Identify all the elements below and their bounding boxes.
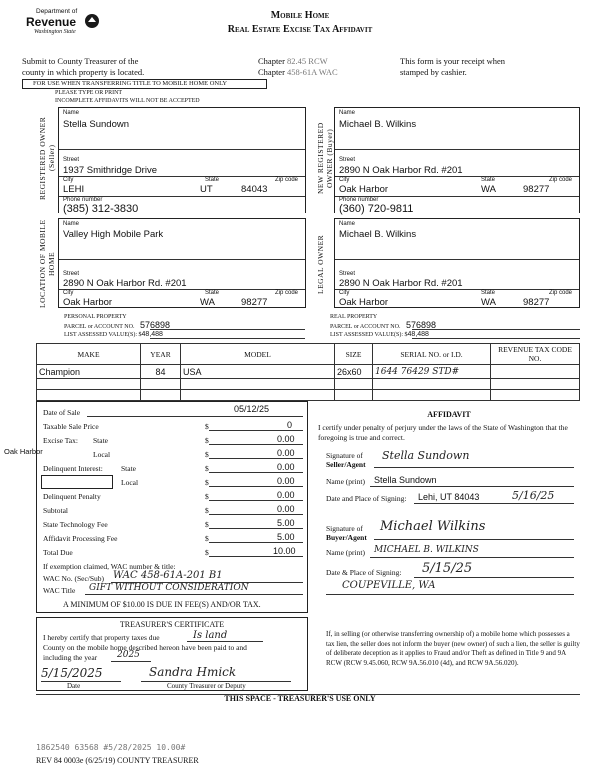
wac-title: GIFT WITHOUT CONSIDERATION <box>89 583 249 593</box>
legal-zip: 98277 <box>523 297 550 308</box>
tax-box <box>36 401 308 613</box>
form-title-line1: Mobile Home <box>270 10 330 21</box>
receipt-line1: This form is your receipt when <box>400 56 506 66</box>
use-when-text: FOR USE WHEN TRANSFERRING TITLE TO MOBILE HOME ONLY <box>33 80 228 87</box>
legal-city-label: City <box>339 290 350 296</box>
seller-street-label: Street <box>63 157 80 163</box>
buyer-block <box>334 107 580 213</box>
subtotal: 0.00 <box>277 504 295 514</box>
parcel-right-number: 576898 <box>405 320 437 330</box>
wac-title-label: WAC Title <box>43 586 76 595</box>
delinquent-interest-label: Delinquent Interest: <box>43 464 103 473</box>
treasurer-certificate <box>36 617 308 691</box>
buyer-city-label: City <box>339 177 350 183</box>
processing-fee: 5.00 <box>277 532 295 542</box>
buyer-state-label: State <box>481 177 496 183</box>
seller-city: LEHI <box>63 184 85 195</box>
buyer-signature: Michael Wilkins <box>380 519 486 534</box>
dollar-sign: $ <box>205 422 209 431</box>
tech-fee: 5.00 <box>277 518 295 528</box>
cell-revenue-code <box>491 365 580 379</box>
county-input-box[interactable] <box>41 475 113 489</box>
location-city-label: City <box>63 290 74 296</box>
dollar-sign: $ <box>205 534 209 543</box>
buyer-phone: (360) 720-9811 <box>339 203 414 215</box>
dollar-sign: $ <box>205 492 209 501</box>
buyer-phone-label: Phone number <box>339 197 379 203</box>
delinquent-penalty: 0.00 <box>277 490 295 500</box>
excise-state-label: State <box>93 436 108 445</box>
location-label: LOCATION OF MOBILE HOME <box>38 219 56 309</box>
taxable-price: 0 <box>287 420 293 430</box>
col-make: MAKE <box>37 344 141 365</box>
location-street: 2890 N Oak Harbor Rd. #201 <box>63 278 187 289</box>
seller-zip-label: Zip code <box>275 177 299 183</box>
wac-no: WAC 458-61A-201 B1 <box>113 570 223 581</box>
seller-name-print: Stella Sundown <box>374 475 437 485</box>
excise-local-label: Local <box>93 450 111 459</box>
treasurer-date-label: Date <box>67 682 81 690</box>
parcel-left-assessed: 48,488 <box>141 331 163 338</box>
buyer-name-label: Name <box>339 110 356 116</box>
legal-name-label: Name <box>339 221 356 227</box>
cell-size: 26x60 <box>335 365 373 379</box>
legal-zip-label: Zip code <box>549 290 573 296</box>
form-title-line2: Real Estate Excise Tax Affidavit <box>227 24 373 35</box>
chapter1-ref: 82.45 RCW <box>287 56 328 66</box>
parcel-left-number: 576898 <box>139 320 171 330</box>
incomplete-note: INCOMPLETE AFFIDAVITS WILL NOT BE ACCEPTED <box>55 98 200 104</box>
legal-name: Michael B. Wilkins <box>339 229 417 240</box>
dollar-sign: $ <box>205 464 209 473</box>
seller-state-label: State <box>205 177 220 183</box>
total-due-label: Total Due <box>43 548 73 557</box>
parcel-right-label: PARCEL or ACCOUNT NO. <box>330 324 401 330</box>
fraud-notice-text: If, in selling (or otherwise transferring ownership of) a mobile home which possesses a tax lien, the seller does not inform the buyer (new owner) of such a lien, the seller is guilty of deliberate deception as it applies to Fraud and/or Theft as defined in Title 9 and 9A RCW (RCW 9.45.060, RCW 9A.56.010 (4d), and RCW 9A.56.020). <box>326 630 580 667</box>
wac-no-label: WAC No. (Sec/Sub) <box>43 574 105 583</box>
chapter2-ref: 458-61A WAC <box>287 67 338 77</box>
dollar-sign: $ <box>205 520 209 529</box>
buyer-zip-label: Zip code <box>549 177 573 183</box>
dept-line2: Revenue <box>26 15 77 29</box>
taxable-price-label: Taxable Sale Price <box>43 422 99 431</box>
buyer-city: Oak Harbor <box>339 184 389 195</box>
table-row <box>37 365 580 379</box>
seller-sig-label <box>326 451 366 469</box>
dor-logo-icon <box>84 13 100 29</box>
seller-sig-label1: Signature of <box>326 451 363 460</box>
cell-make: Champion <box>37 365 141 379</box>
use-when-banner <box>22 79 267 89</box>
location-zip: 98277 <box>241 297 268 308</box>
form-footer: REV 84 0003e (6/25/19) COUNTY TREASURER <box>36 756 199 765</box>
seller-signature: Stella Sundown <box>382 449 470 462</box>
cell-model: USA <box>181 365 335 379</box>
location-street-label: Street <box>63 271 80 277</box>
excise-label: Excise Tax: <box>43 436 78 445</box>
col-revenue-code: REVENUE TAX CODE NO. <box>491 344 580 365</box>
parcel-left-assessed-label: LIST ASSESSED VALUE(S): $ <box>64 332 142 338</box>
buyer-zip: 98277 <box>523 184 550 195</box>
tech-fee-label: State Technology Fee <box>43 520 108 529</box>
date-of-sale: 05/12/25 <box>234 404 270 414</box>
receipt-line2: stamped by cashier. <box>400 67 467 77</box>
seller-phone-label: Phone number <box>63 197 103 203</box>
location-zip-label: Zip code <box>275 290 299 296</box>
total-due: 10.00 <box>273 546 296 556</box>
location-state: WA <box>200 297 215 308</box>
parcel-left-line1: PERSONAL PROPERTY <box>64 314 127 320</box>
dollar-sign: $ <box>205 436 209 445</box>
location-city: Oak Harbor <box>63 297 113 308</box>
seller-zip: 84043 <box>241 184 268 195</box>
location-name-label: Name <box>63 221 80 227</box>
treasurer-year: 2025 <box>117 650 140 660</box>
buyer-name-print-label: Name (print) <box>326 548 365 557</box>
seller-name-label: Name <box>63 110 80 116</box>
legal-state-label: State <box>481 290 496 296</box>
parcel-right-line1: REAL PROPERTY <box>330 314 378 320</box>
cell-year: 84 <box>141 365 181 379</box>
location-state-label: State <box>205 290 220 296</box>
taxable-price-row <box>43 422 211 431</box>
seller-date-place-label: Date and Place of Signing: <box>326 494 407 503</box>
seller-city-label: City <box>63 177 74 183</box>
cashier-stamp: 1862540 63568 #5/28/2025 10.00# <box>36 743 186 752</box>
form-title <box>180 10 420 35</box>
col-size: SIZE <box>335 344 373 365</box>
legal-street-label: Street <box>339 271 356 277</box>
buyer-date: 5/15/25 <box>422 561 473 576</box>
di-local-label: Local <box>121 478 139 487</box>
minimum-note: A MINIMUM OF $10.00 IS DUE IN FEE(S) AND/OR TAX. <box>63 600 261 609</box>
cell-serial: 1644 76429 STD# <box>373 365 491 379</box>
buyer-name-print: MICHAEL B. WILKINS <box>374 545 479 555</box>
buyer-street: 2890 N Oak Harbor Rd. #201 <box>339 165 463 176</box>
col-year: YEAR <box>141 344 181 365</box>
legal-block <box>334 218 580 308</box>
table-row-empty <box>37 379 580 390</box>
parcel-left-label: PARCEL or ACCOUNT NO. <box>64 324 135 330</box>
submit-line2: county in which property is located. <box>22 67 145 77</box>
buyer-place: COUPEVILLE, WA <box>342 580 436 591</box>
buyer-state: WA <box>481 184 496 195</box>
treasurer-line3: including the year <box>43 653 98 662</box>
subtotal-label: Subtotal <box>43 506 69 515</box>
legal-state: WA <box>481 297 496 308</box>
affidavit-title: AFFIDAVIT <box>427 410 471 419</box>
processing-fee-label: Affidavit Processing Fee <box>43 534 118 543</box>
di-state: 0.00 <box>277 462 295 472</box>
treasurer-county: Is land <box>193 630 228 641</box>
treasurer-signature: Sandra Hmick <box>149 665 237 679</box>
chapter-refs <box>258 56 338 78</box>
fraud-notice <box>326 630 580 668</box>
location-name: Valley High Mobile Park <box>63 229 164 240</box>
col-model: MODEL <box>181 344 335 365</box>
affidavit-certify: I certify under penalty of perjury under the laws of the State of Washington that the foregoing is true and correct. <box>318 423 568 442</box>
buyer-street-label: Street <box>339 157 356 163</box>
seller-sig-label2: Seller/Agent <box>326 460 366 469</box>
dollar-sign: $ <box>205 506 209 515</box>
submit-line1: Submit to County Treasurer of the <box>22 56 139 66</box>
table-row-empty <box>37 390 580 401</box>
location-block <box>58 218 306 308</box>
treasurer-use-only: THIS SPACE - TREASURER'S USE ONLY <box>224 694 376 703</box>
buyer-sig-label2: Buyer/Agent <box>326 533 367 542</box>
treasurer-signature-label: County Treasurer or Deputy <box>167 682 246 690</box>
treasurer-title: TREASURER'S CERTIFICATE <box>119 620 225 629</box>
seller-block <box>58 107 306 213</box>
col-serial: SERIAL NO. or I.D. <box>373 344 491 365</box>
parcel-right <box>330 313 580 339</box>
di-state-label: State <box>121 464 136 473</box>
affidavit-section <box>318 410 580 443</box>
excise-local: 0.00 <box>277 448 295 458</box>
please-type: PLEASE TYPE OR PRINT <box>55 90 123 96</box>
registered-owner-label: REGISTERED OWNER (Seller) <box>38 116 56 200</box>
seller-date-place: Lehi, UT 84043 <box>418 492 480 502</box>
new-owner-label: NEW REGISTERED OWNER (Buyer) <box>316 122 334 194</box>
mobile-home-table <box>36 343 580 401</box>
dor-logo <box>22 8 108 54</box>
seller-phone: (385) 312-3830 <box>63 203 139 215</box>
table-header-row <box>37 344 580 365</box>
dollar-sign: $ <box>205 478 209 487</box>
dept-line3: Washington State <box>34 29 76 35</box>
seller-name-print-label: Name (print) <box>326 477 365 486</box>
buyer-sig-label <box>326 524 367 542</box>
parcel-left <box>64 313 304 339</box>
treasurer-date: 5/15/2025 <box>41 666 103 680</box>
parcel-right-assessed-label: LIST ASSESSED VALUE(S): $ <box>330 332 408 338</box>
delinquent-penalty-label: Delinquent Penalty <box>43 492 101 501</box>
buyer-name: Michael B. Wilkins <box>339 119 417 130</box>
submit-note <box>22 56 144 78</box>
seller-name: Stella Sundown <box>63 119 130 130</box>
treasurer-line2: County on the mobile home described hereon have been paid to and <box>43 643 247 652</box>
exemption-line: If exemption claimed, WAC number & title: <box>43 562 176 571</box>
dollar-sign: $ <box>205 450 209 459</box>
chapter1-label: Chapter <box>258 56 285 66</box>
buyer-date-place-label: Date & Place of Signing: <box>326 568 402 577</box>
chapter2-label: Chapter <box>258 67 285 77</box>
dollar-sign: $ <box>205 548 209 557</box>
legal-owner-label: LEGAL OWNER <box>316 234 325 294</box>
buyer-sig-label1: Signature of <box>326 524 363 533</box>
di-local: 0.00 <box>277 476 295 486</box>
receipt-note <box>400 56 505 78</box>
date-of-sale-label: Date of Sale <box>43 408 81 417</box>
margin-note: Oak Harbor <box>4 447 43 456</box>
legal-city: Oak Harbor <box>339 297 389 308</box>
seller-street: 1937 Smithridge Drive <box>63 165 157 176</box>
dept-line1: Department of <box>36 8 78 15</box>
seller-state: UT <box>200 184 213 195</box>
treasurer-line1: I hereby certify that property taxes due <box>43 633 160 642</box>
legal-street: 2890 N Oak Harbor Rd. #201 <box>339 278 463 289</box>
parcel-right-assessed: 48,488 <box>407 331 429 338</box>
excise-state: 0.00 <box>277 434 295 444</box>
seller-date: 5/16/25 <box>512 489 555 502</box>
